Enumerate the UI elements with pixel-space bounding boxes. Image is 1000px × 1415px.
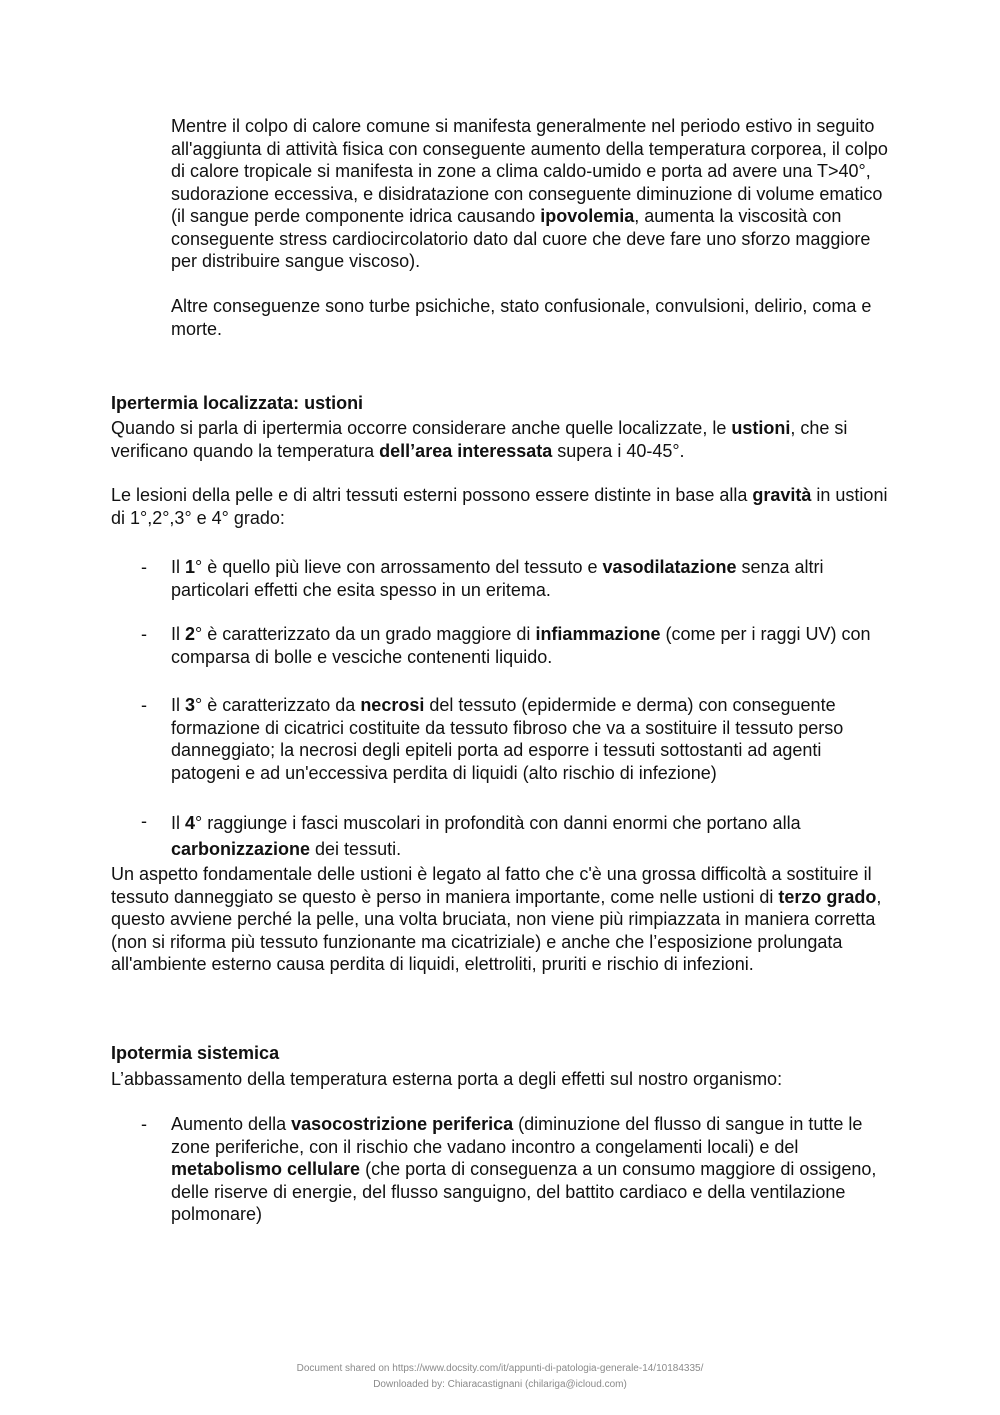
list-item-text: Il 1° è quello più lieve con arrossamento del tessuto e vasodilatazione senza altri particolari effetti che esita spesso in un eritema. [171,557,824,600]
footer-downloaded-by: Downloaded by: Chiaracastignani (chilariga@icloud.com) [373,1379,627,1390]
list-item-text: Il 4° raggiunge i fasci muscolari in profondità con danni enormi che portano alla carbonizzazione dei tessuti. [171,813,801,859]
ustioni-definition-paragraph: Quando si parla di ipertermia occorre considerare anche quelle localizzate, le ustioni, che si verificano quando la temperatura dell’area interessata supera i 40-45°. [111,418,848,461]
list-item-text: Il 3° è caratterizzato da necrosi del tessuto (epidermide e derma) con conseguente formazione di cicatrici costituite da tessuto fibroso che va a sostituire il tessuto perso danneggiato; la necrosi degli epiteli porta ad esporre i tessuti sottostanti ad agenti patogeni e ad un'eccessiva perdita di liquidi (alto rischio di infezione) [171,695,844,783]
ustioni-summary-paragraph: Un aspetto fondamentale delle ustioni è legato al fatto che c'è una grossa difficoltà a sostituire il tessuto danneggiato se questo è perso in maniera importante, come nelle ustioni di terzo grado, questo avviene perché la pelle, una volta bruciata, non viene più rimpiazzata in maniera corretta (non si riforma più tessuto funzionante ma cicatriziale) e anche che l’esposizione prolungata all'ambiente esterno causa perdita di liquidi, elettroliti, pruriti e rischio di infezioni. [111,864,882,974]
list-dash: - [141,624,147,644]
list-dash: - [141,695,147,715]
list-item-text: Aumento della vasocostrizione periferica (diminuzione del flusso di sangue in tutte le zone periferiche, con il rischio che vadano incontro a congelamenti locali) e del metabolismo cellulare (che porta di conseguenza a un consumo maggiore di ossigeno, delle riserve di energie, del flusso sanguigno, del battito cardiaco e della ventilazione polmonare) [171,1114,877,1224]
list-dash: - [141,557,147,577]
list-item-text: Il 2° è caratterizzato da un grado maggiore di infiammazione (come per i raggi UV) con comparsa di bolle e vesciche contenenti liquido. [171,624,871,667]
list-dash: - [141,1114,147,1134]
intro-paragraph: Mentre il colpo di calore comune si manifesta generalmente nel periodo estivo in seguito all'aggiunta di attività fisica con conseguente aumento della temperatura corporea, il colpo di calore tropicale si manifesta in zone a clima caldo-umido e porta ad avere una T>40°, sudorazione eccessiva, e disidratazione con conseguente diminuzione di volume ematico (il sangue perde componente idrica causando ipovolemia, aumenta la viscosità con conseguente stress cardiocircolatorio dato dal cuore che deve fare uno sforzo maggiore per distribuire sangue viscoso). [171,116,888,271]
intro-consequences-paragraph: Altre conseguenze sono turbe psichiche, stato confusionale, convulsioni, delirio, coma e morte. [171,296,872,339]
section-heading-ustioni: Ipertermia localizzata: ustioni [111,393,364,413]
list-dash: - [141,811,147,831]
keyword-ipovolemia: ipovolemia [540,206,635,226]
ipotermia-intro-paragraph: L’abbassamento della temperatura esterna porta a degli effetti sul nostro organismo: [111,1069,783,1089]
footer-shared-link[interactable]: Document shared on https://www.docsity.com/it/appunti-di-patologia-generale-14/10184335/ [296,1363,704,1374]
section-heading-ipotermia: Ipotermia sistemica [111,1043,280,1063]
ustioni-classification-paragraph: Le lesioni della pelle e di altri tessuti esterni possono essere distinte in base alla gravità in ustioni di 1°,2°,3° e 4° grado: [111,485,888,528]
